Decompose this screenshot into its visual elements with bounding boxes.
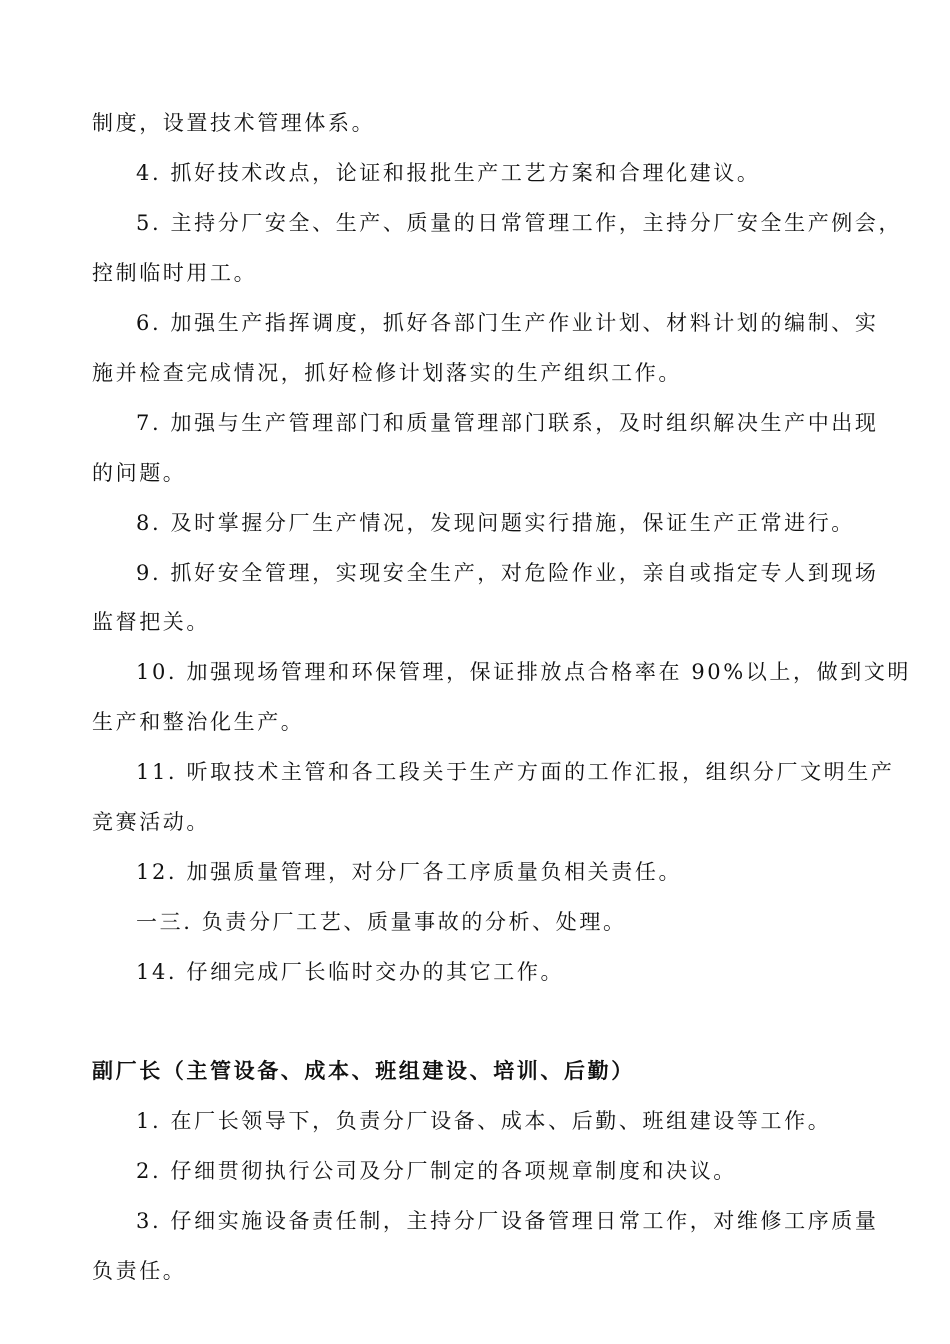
text-line: 12. 加强质量管理，对分厂各工序质量负相关责任。 <box>136 860 683 884</box>
text-line: 的问题。 <box>92 461 187 485</box>
text-line: 14. 仔细完成厂长临时交办的其它工作。 <box>136 960 565 984</box>
text-line: 9. 抓好安全管理，实现安全生产，对危险作业，亲自或指定专人到现场 <box>136 561 879 585</box>
text-line: 负责任。 <box>92 1259 187 1283</box>
text-line: 监督把关。 <box>92 610 210 634</box>
section-heading: 副厂长（主管设备、成本、班组建设、培训、后勤） <box>92 1059 635 1083</box>
text-line: 一三. 负责分厂工艺、质量事故的分析、处理。 <box>136 910 627 934</box>
text-line: 施并检查完成情况，抓好检修计划落实的生产组织工作。 <box>92 361 682 385</box>
text-line: 控制临时用工。 <box>92 261 258 285</box>
text-line: 11. 听取技术主管和各工段关于生产方面的工作汇报，组织分厂文明生产 <box>136 760 895 784</box>
text-line: 2. 仔细贯彻执行公司及分厂制定的各项规章制度和决议。 <box>136 1159 737 1183</box>
text-line: 4. 抓好技术改点，论证和报批生产工艺方案和合理化建议。 <box>136 161 761 185</box>
text-line: 3. 仔细实施设备责任制，主持分厂设备管理日常工作，对维修工序质量 <box>136 1209 879 1233</box>
text-line: 竞赛活动。 <box>92 810 210 834</box>
text-line: 生产和整治化生产。 <box>92 710 305 734</box>
text-line: 5. 主持分厂安全、生产、质量的日常管理工作，主持分厂安全生产例会， <box>136 211 903 235</box>
text-line: 1. 在厂长领导下，负责分厂设备、成本、后勤、班组建设等工作。 <box>136 1109 832 1133</box>
text-line: 10. 加强现场管理和环保管理，保证排放点合格率在 90%以上，做到文明 <box>136 660 912 684</box>
text-line: 8. 及时掌握分厂生产情况，发现问题实行措施，保证生产正常进行。 <box>136 511 855 535</box>
text-line: 制度，设置技术管理体系。 <box>92 111 376 135</box>
text-line: 7. 加强与生产管理部门和质量管理部门联系，及时组织解决生产中出现 <box>136 411 879 435</box>
text-line: 6. 加强生产指挥调度，抓好各部门生产作业计划、材料计划的编制、实 <box>136 311 879 335</box>
